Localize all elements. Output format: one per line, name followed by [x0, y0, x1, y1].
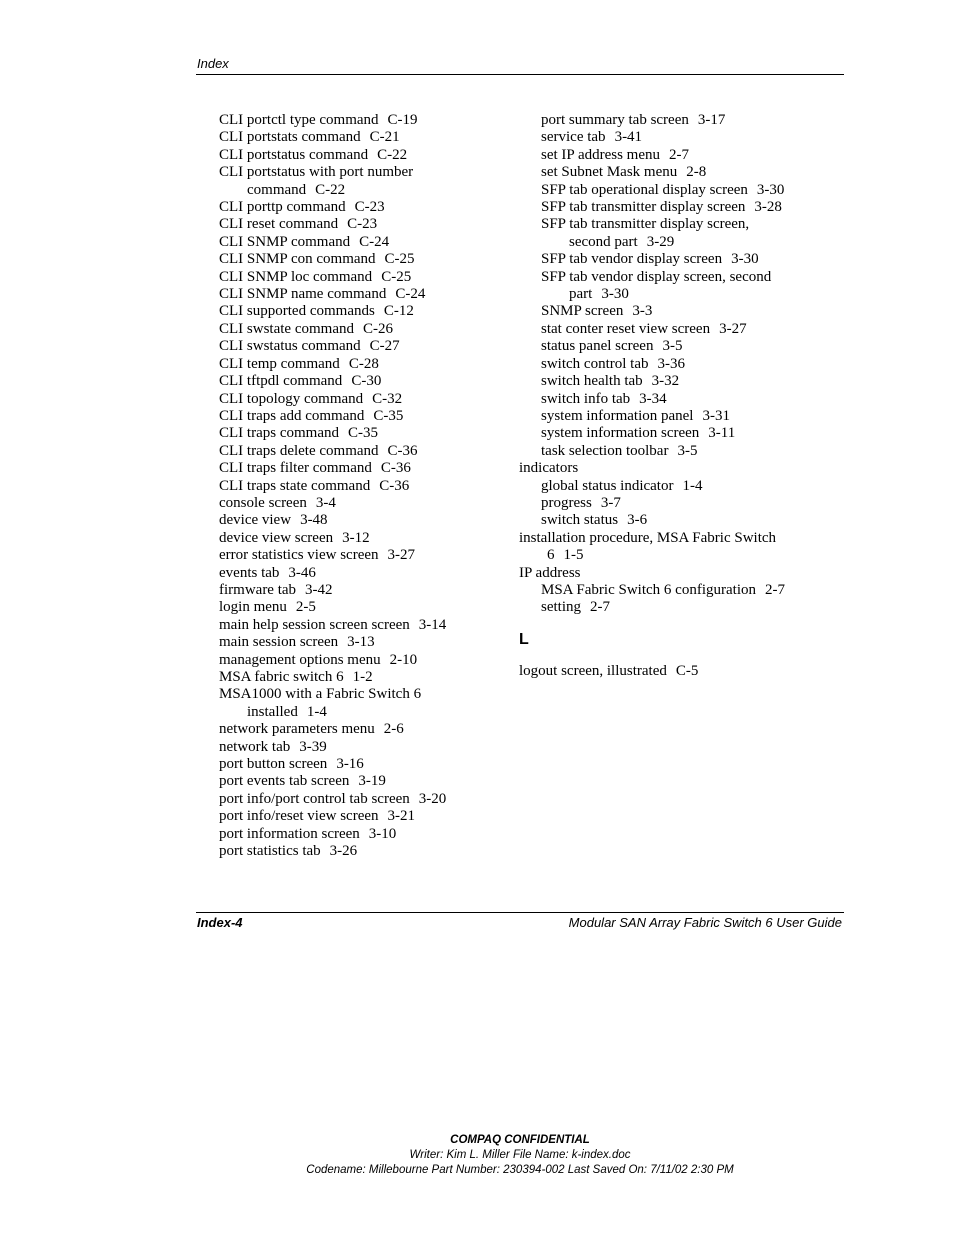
- index-page-ref: 3-32: [651, 373, 680, 390]
- footer-guide-title: Modular SAN Array Fabric Switch 6 User Guide: [568, 915, 842, 930]
- index-term: CLI traps add command: [219, 407, 365, 424]
- index-term: network tab: [219, 738, 291, 755]
- index-term: CLI traps command: [219, 425, 339, 442]
- index-term: global status indicator: [541, 477, 674, 494]
- index-term: CLI portstatus command: [219, 146, 369, 163]
- index-entry: [219, 425, 509, 442]
- index-term: port events tab screen: [219, 773, 350, 790]
- index-term: CLI portctl type command: [219, 112, 379, 128]
- index-subentry: [519, 478, 839, 495]
- index-entry: [219, 321, 509, 338]
- index-subentry: [519, 338, 839, 355]
- index-term: events tab: [219, 564, 280, 581]
- index-term: IP address: [519, 564, 581, 581]
- index-page-ref: 3-36: [657, 355, 685, 372]
- index-page-ref: 3-4: [315, 494, 336, 511]
- index-entry: [219, 338, 509, 355]
- index-term-continuation: part 3-30: [569, 286, 629, 303]
- section-letter-l: L: [519, 630, 529, 648]
- index-term: indicators: [519, 460, 579, 477]
- index-entry: [219, 234, 509, 251]
- index-term: CLI SNMP loc command: [219, 268, 373, 285]
- index-subentry: [519, 164, 839, 181]
- index-page-ref: C-23: [354, 199, 385, 216]
- index-term: SFP tab vendor display screen: [541, 251, 723, 268]
- index-entry: [519, 565, 839, 582]
- index-page-ref: 3-14: [418, 616, 447, 633]
- index-term: port info/reset view screen: [219, 808, 379, 825]
- index-term: logout screen, illustrated: [519, 662, 667, 679]
- index-page-ref: 3-11: [708, 425, 736, 442]
- index-term: CLI supported commands: [219, 303, 375, 320]
- index-page-ref: C-27: [369, 338, 400, 355]
- confidential-codename: Codename: Millebourne Part Number: 230394-002 Last Saved On: 7/11/02 2:30 PM: [306, 1164, 734, 1176]
- index-page-ref: C-30: [351, 373, 382, 390]
- index-term: status panel screen: [541, 338, 654, 355]
- index-term: CLI portstatus with port number: [219, 164, 414, 181]
- index-term: CLI traps delete command: [219, 442, 379, 459]
- index-entry: [219, 460, 509, 477]
- index-entry: [219, 512, 509, 529]
- index-page-ref: C-19: [387, 112, 418, 128]
- index-page-ref: 3-10: [368, 825, 397, 842]
- index-entry: [219, 739, 509, 756]
- index-page-ref: C-22: [377, 146, 408, 163]
- index-entry: [219, 164, 509, 199]
- confidential-title: COMPAQ CONFIDENTIAL: [450, 1134, 590, 1146]
- index-entry: [219, 843, 509, 860]
- index-subentry: [519, 582, 839, 599]
- index-term-continuation: 6 1-5: [547, 547, 584, 564]
- index-term: port info/port control tab screen: [219, 790, 410, 807]
- index-page-ref: C-35: [373, 407, 404, 424]
- index-page-ref: 3-34: [639, 390, 667, 407]
- index-page-ref: 3-46: [288, 564, 316, 581]
- index-subentry: [519, 129, 839, 146]
- confidential-writer: Writer: Kim L. Miller File Name: k-index.doc: [409, 1149, 631, 1161]
- index-subentry: [519, 495, 839, 512]
- index-page-ref: C-36: [380, 460, 411, 477]
- confidential-block: [0, 1133, 954, 1178]
- index-page-ref: 3-30: [601, 286, 629, 303]
- index-term-continuation: installed 1-4: [247, 703, 327, 720]
- index-subentry: [519, 303, 839, 320]
- index-term: network parameters menu: [219, 721, 375, 738]
- index-entry: [219, 303, 509, 320]
- index-entry: [219, 478, 509, 495]
- index-term: CLI traps filter command: [219, 460, 372, 477]
- index-term: device view: [219, 512, 292, 529]
- index-term: CLI reset command: [219, 216, 339, 233]
- index-term-continuation: second part 3-29: [569, 233, 675, 250]
- index-page-ref: C-36: [387, 442, 418, 459]
- index-subentry: [519, 112, 839, 129]
- index-subentry: [519, 425, 839, 442]
- header-rule: [196, 74, 844, 75]
- index-term: firmware tab: [219, 581, 297, 598]
- index-page-ref: 1-5: [563, 547, 584, 564]
- index-entry: [219, 147, 509, 164]
- index-term: switch control tab: [541, 355, 649, 372]
- index-entry: [219, 652, 509, 669]
- index-term: console screen: [219, 494, 307, 511]
- index-subentry: [519, 391, 839, 408]
- index-right-column: [519, 112, 839, 680]
- footer-page-label: Index-4: [197, 915, 243, 930]
- index-page-ref: C-25: [384, 251, 415, 268]
- index-entry: [219, 599, 509, 616]
- index-subentry: [519, 599, 839, 616]
- index-page-ref: C-12: [383, 303, 414, 320]
- index-term: CLI SNMP name command: [219, 286, 387, 303]
- index-entry: [519, 663, 839, 680]
- index-page-ref: 3-17: [697, 112, 726, 128]
- index-term: MSA Fabric Switch 6 configuration: [541, 581, 756, 598]
- index-subentry: [519, 512, 839, 529]
- index-page-ref: C-24: [395, 286, 426, 303]
- index-entry: [219, 634, 509, 651]
- index-term: switch info tab: [541, 390, 631, 407]
- index-entry: [219, 826, 509, 843]
- index-entry: [219, 791, 509, 808]
- index-subentry: [519, 216, 839, 251]
- index-term: SFP tab transmitter display screen,: [541, 216, 750, 233]
- index-page-ref: 2-8: [686, 164, 707, 181]
- index-subentry: [519, 408, 839, 425]
- index-term: switch status: [541, 512, 619, 529]
- index-term: SFP tab transmitter display screen: [541, 199, 746, 216]
- index-page-ref: C-24: [359, 233, 390, 250]
- index-subentry: [519, 443, 839, 460]
- index-left-column: [219, 112, 509, 860]
- index-term: CLI swstatus command: [219, 338, 361, 355]
- index-page-ref: 3-30: [756, 181, 785, 198]
- index-page-ref: 3-41: [614, 129, 643, 146]
- index-subentry: [519, 147, 839, 164]
- index-subentry: [519, 321, 839, 338]
- index-term: switch health tab: [541, 373, 643, 390]
- index-entry: [219, 808, 509, 825]
- index-page-ref: 3-21: [387, 808, 416, 825]
- index-subentry: [519, 269, 839, 304]
- index-term: error statistics view screen: [219, 547, 379, 564]
- running-header: Index: [197, 56, 229, 71]
- index-page-ref: C-32: [372, 390, 403, 407]
- index-entry: [219, 721, 509, 738]
- index-page-ref: 3-31: [702, 407, 730, 424]
- index-entry: [219, 617, 509, 634]
- index-page-ref: C-25: [381, 268, 412, 285]
- index-entry: [219, 129, 509, 146]
- index-term: stat conter reset view screen: [541, 320, 711, 337]
- index-entry: [219, 408, 509, 425]
- index-entry: [519, 530, 839, 565]
- index-entry: [219, 530, 509, 547]
- index-page-ref: 2-5: [295, 599, 316, 616]
- index-term: CLI traps state command: [219, 477, 371, 494]
- index-term: port information screen: [219, 825, 360, 842]
- index-term: port summary tab screen: [541, 112, 689, 128]
- index-page-ref: 3-16: [336, 756, 364, 773]
- index-term: main help session screen screen: [219, 616, 410, 633]
- index-entry: [219, 251, 509, 268]
- index-term: CLI temp command: [219, 355, 340, 372]
- index-page-ref: C-35: [347, 425, 378, 442]
- index-page-ref: 3-6: [627, 512, 648, 529]
- index-term: SFP tab vendor display screen, second: [541, 268, 772, 285]
- index-term: device view screen: [219, 529, 334, 546]
- index-entry: [219, 443, 509, 460]
- index-entry: [219, 269, 509, 286]
- index-term: installation procedure, MSA Fabric Switch: [519, 529, 777, 546]
- index-term: set Subnet Mask menu: [541, 164, 678, 181]
- index-page-ref: 3-7: [600, 494, 621, 511]
- index-entry: [219, 391, 509, 408]
- index-page-ref: 3-3: [632, 303, 653, 320]
- section-l-entries: [519, 663, 839, 680]
- index-page-ref: 3-48: [300, 512, 328, 529]
- index-page-ref: 2-7: [764, 581, 785, 598]
- index-page-ref: 3-30: [731, 251, 759, 268]
- index-subentry: [519, 373, 839, 390]
- index-page-ref: 3-27: [387, 547, 416, 564]
- index-page-ref: 3-29: [646, 233, 675, 250]
- index-term: set IP address menu: [541, 146, 661, 163]
- footer-rule: [196, 912, 844, 913]
- index-term: port statistics tab: [219, 843, 321, 860]
- index-term: service tab: [541, 129, 606, 146]
- index-page-ref: C-28: [348, 355, 379, 372]
- index-term: CLI portstats command: [219, 129, 361, 146]
- index-subentry: [519, 356, 839, 373]
- index-entry: [219, 686, 509, 721]
- index-page-ref: 1-4: [306, 703, 327, 720]
- index-page-ref: 3-28: [754, 199, 782, 216]
- index-term: progress: [541, 494, 592, 511]
- index-term: CLI tftpdl command: [219, 373, 343, 390]
- index-term: CLI topology command: [219, 390, 364, 407]
- index-term: port button screen: [219, 756, 328, 773]
- index-term: management options menu: [219, 651, 381, 668]
- index-page-ref: 2-6: [383, 721, 404, 738]
- index-page-ref: 3-12: [342, 529, 370, 546]
- index-term: setting: [541, 599, 581, 616]
- index-term: MSA fabric switch 6: [219, 669, 344, 685]
- index-entry: [219, 669, 509, 686]
- index-page-ref: 3-42: [305, 581, 333, 598]
- index-page-ref: 3-39: [299, 738, 327, 755]
- index-page-ref: C-36: [379, 477, 410, 494]
- index-term: main session screen: [219, 634, 339, 651]
- index-term: system information screen: [541, 425, 700, 442]
- index-page-ref: 2-7: [590, 599, 610, 616]
- index-term-continuation: command C-22: [247, 181, 346, 198]
- index-page-ref: 3-20: [418, 790, 447, 807]
- index-page-ref: 3-26: [329, 843, 358, 860]
- index-term: SFP tab operational display screen: [541, 181, 748, 198]
- index-term: CLI SNMP command: [219, 233, 351, 250]
- index-page-ref: C-26: [362, 320, 393, 337]
- index-term: CLI SNMP con command: [219, 251, 376, 268]
- index-entry: [219, 582, 509, 599]
- index-page-ref: C-21: [369, 129, 400, 146]
- index-entry: [219, 356, 509, 373]
- index-entry: [219, 216, 509, 233]
- index-page-ref: 2-10: [389, 651, 418, 668]
- index-entry: [219, 495, 509, 512]
- index-page-ref: C-23: [347, 216, 378, 233]
- index-entry: [219, 286, 509, 303]
- index-term: MSA1000 with a Fabric Switch 6: [219, 686, 422, 703]
- index-subentry: [519, 182, 839, 199]
- index-term: login menu: [219, 599, 287, 616]
- index-page-ref: 3-5: [677, 442, 698, 459]
- index-entry: [219, 547, 509, 564]
- index-entry: [219, 199, 509, 216]
- index-page-ref: 1-2: [352, 669, 373, 685]
- index-entry: [219, 756, 509, 773]
- index-entry: [519, 460, 839, 477]
- index-term: CLI swstate command: [219, 320, 354, 337]
- index-page-ref: C-5: [675, 662, 699, 679]
- index-page-ref: 3-5: [662, 338, 683, 355]
- index-page-ref: 3-13: [347, 634, 375, 651]
- index-entry: [219, 565, 509, 582]
- index-page-ref: 3-19: [358, 773, 386, 790]
- index-entry: [219, 112, 509, 129]
- index-entry: [219, 373, 509, 390]
- index-right-entries: [519, 112, 839, 617]
- index-page-ref: 3-27: [719, 320, 747, 337]
- index-term: SNMP screen: [541, 303, 624, 320]
- index-term: system information panel: [541, 407, 694, 424]
- index-entry: [219, 773, 509, 790]
- index-subentry: [519, 199, 839, 216]
- index-page-ref: 1-4: [682, 477, 703, 494]
- index-term: CLI porttp command: [219, 199, 346, 216]
- index-page-ref: C-22: [315, 181, 346, 198]
- index-subentry: [519, 251, 839, 268]
- index-term: task selection toolbar: [541, 442, 669, 459]
- index-page-ref: 2-7: [669, 146, 690, 163]
